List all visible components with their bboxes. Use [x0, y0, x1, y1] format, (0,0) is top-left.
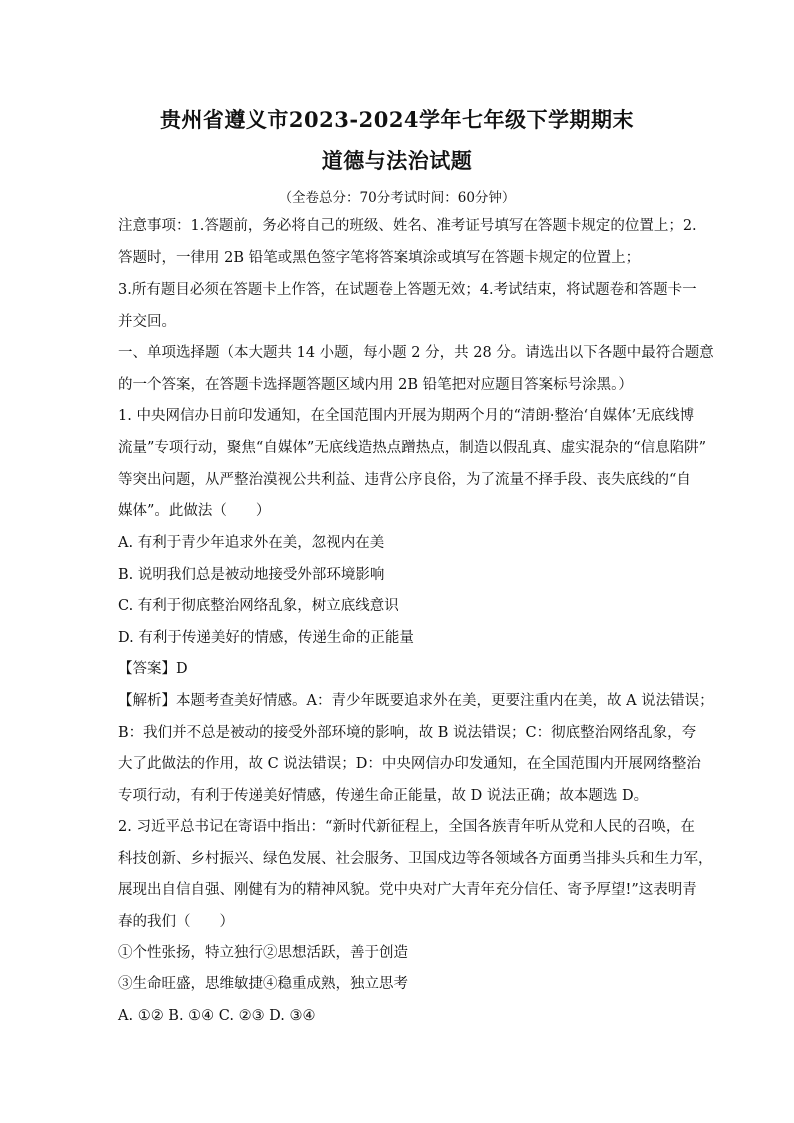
question-1-analysis-line-2: B：我们并不总是被动的接受外部环境的影响，故 B 说法错误；C：彻底整治网络乱象，夸 [118, 725, 697, 741]
question-1-analysis-line-3: 大了此做法的作用，故 C 说法错误；D：中央网信办印发通知，在全国范围内开展网络整治 [118, 756, 701, 772]
document-title: 贵州省遵义市2023-2024学年七年级下学期期末 [159, 107, 635, 132]
notes-line-1: 注意事项：1.答题前，务必将自己的班级、姓名、准考证号填写在答题卡规定的位置上；2. [118, 218, 697, 234]
question-2-stem-line-1: 2. 习近平总书记在寄语中指出：“新时代新征程上，全国各族青年听从党和人民的召唤，在 [118, 819, 695, 835]
question-1-answer: 【答案】D [118, 661, 188, 677]
question-1-option-a: A. 有利于青少年追求外在美，忽视内在美 [118, 535, 385, 551]
notes-line-4: 并交回。 [118, 314, 176, 330]
section-heading-line-1: 一、单项选择题（本大题共 14 小题，每小题 2 分，共 28 分。请选出以下各题中最符合题意 [118, 345, 714, 361]
question-1-option-d: D. 有利于传递美好的情感，传递生命的正能量 [118, 630, 414, 646]
question-1-analysis-line-4: 专项行动，有利于传递美好情感，传递生命正能量，故 D 说法正确；故本题选 D。 [118, 788, 649, 804]
question-1-stem-line-3: 等突出问题，从严整治漠视公共利益、违背公序良俗，为了流量不择手段、丧失底线的“自 [118, 472, 691, 488]
question-2-choice-line-1: ①个性张扬，特立独行②思想活跃，善于创造 [118, 945, 408, 961]
question-1-stem-line-1: 1. 中央网信办日前印发通知，在全国范围内开展为期两个月的“清朗·整治‘自媒体’无底线博 [118, 408, 695, 424]
question-1-stem-line-2: 流量”专项行动，聚焦“自媒体”无底线造热点蹭热点，制造以假乱真、虚实混杂的“信息陷阱” [118, 440, 707, 456]
question-2-stem-line-2: 科技创新、乡村振兴、绿色发展、社会服务、卫国戍边等各领域各方面勇当排头兵和生力军， [118, 851, 713, 867]
section-heading-line-2: 的一个答案，在答题卡选择题答题区域内用 2B 铅笔把对应题目答案标号涂黑。） [118, 377, 633, 393]
notes-line-3: 3.所有题目必须在答题卡上作答，在试题卷上答题无效；4.考试结束，将试题卷和答题卡一 [118, 282, 697, 298]
exam-info: （全卷总分：70分考试时间：60分钟） [278, 190, 516, 206]
question-2-options: A. ①② B. ①④ C. ②③ D. ③④ [118, 1008, 316, 1024]
question-1-stem-line-4: 媒体”。此做法（ ） [118, 503, 271, 519]
question-2-stem-line-3: 展现出自信自强、刚健有为的精神风貌。党中央对广大青年充分信任、寄予厚望!”这表明青 [118, 882, 697, 898]
document-subject-title: 道德与法治试题 [321, 148, 473, 173]
question-2-choice-line-2: ③生命旺盛，思维敏捷④稳重成熟，独立思考 [118, 976, 408, 992]
notes-line-2: 答题时，一律用 2B 铅笔或黑色签字笔将答案填涂或填写在答题卡规定的位置上； [118, 250, 641, 266]
question-1-option-c: C. 有利于彻底整治网络乱象，树立底线意识 [118, 598, 399, 614]
question-2-stem-line-4: 春的我们（ ） [118, 914, 234, 930]
question-1-option-b: B. 说明我们总是被动地接受外部环境影响 [118, 567, 385, 583]
question-1-analysis-line-1: 【解析】本题考查美好情感。A：青少年既要追求外在美，更要注重内在美，故 A 说法错误； [118, 693, 714, 709]
